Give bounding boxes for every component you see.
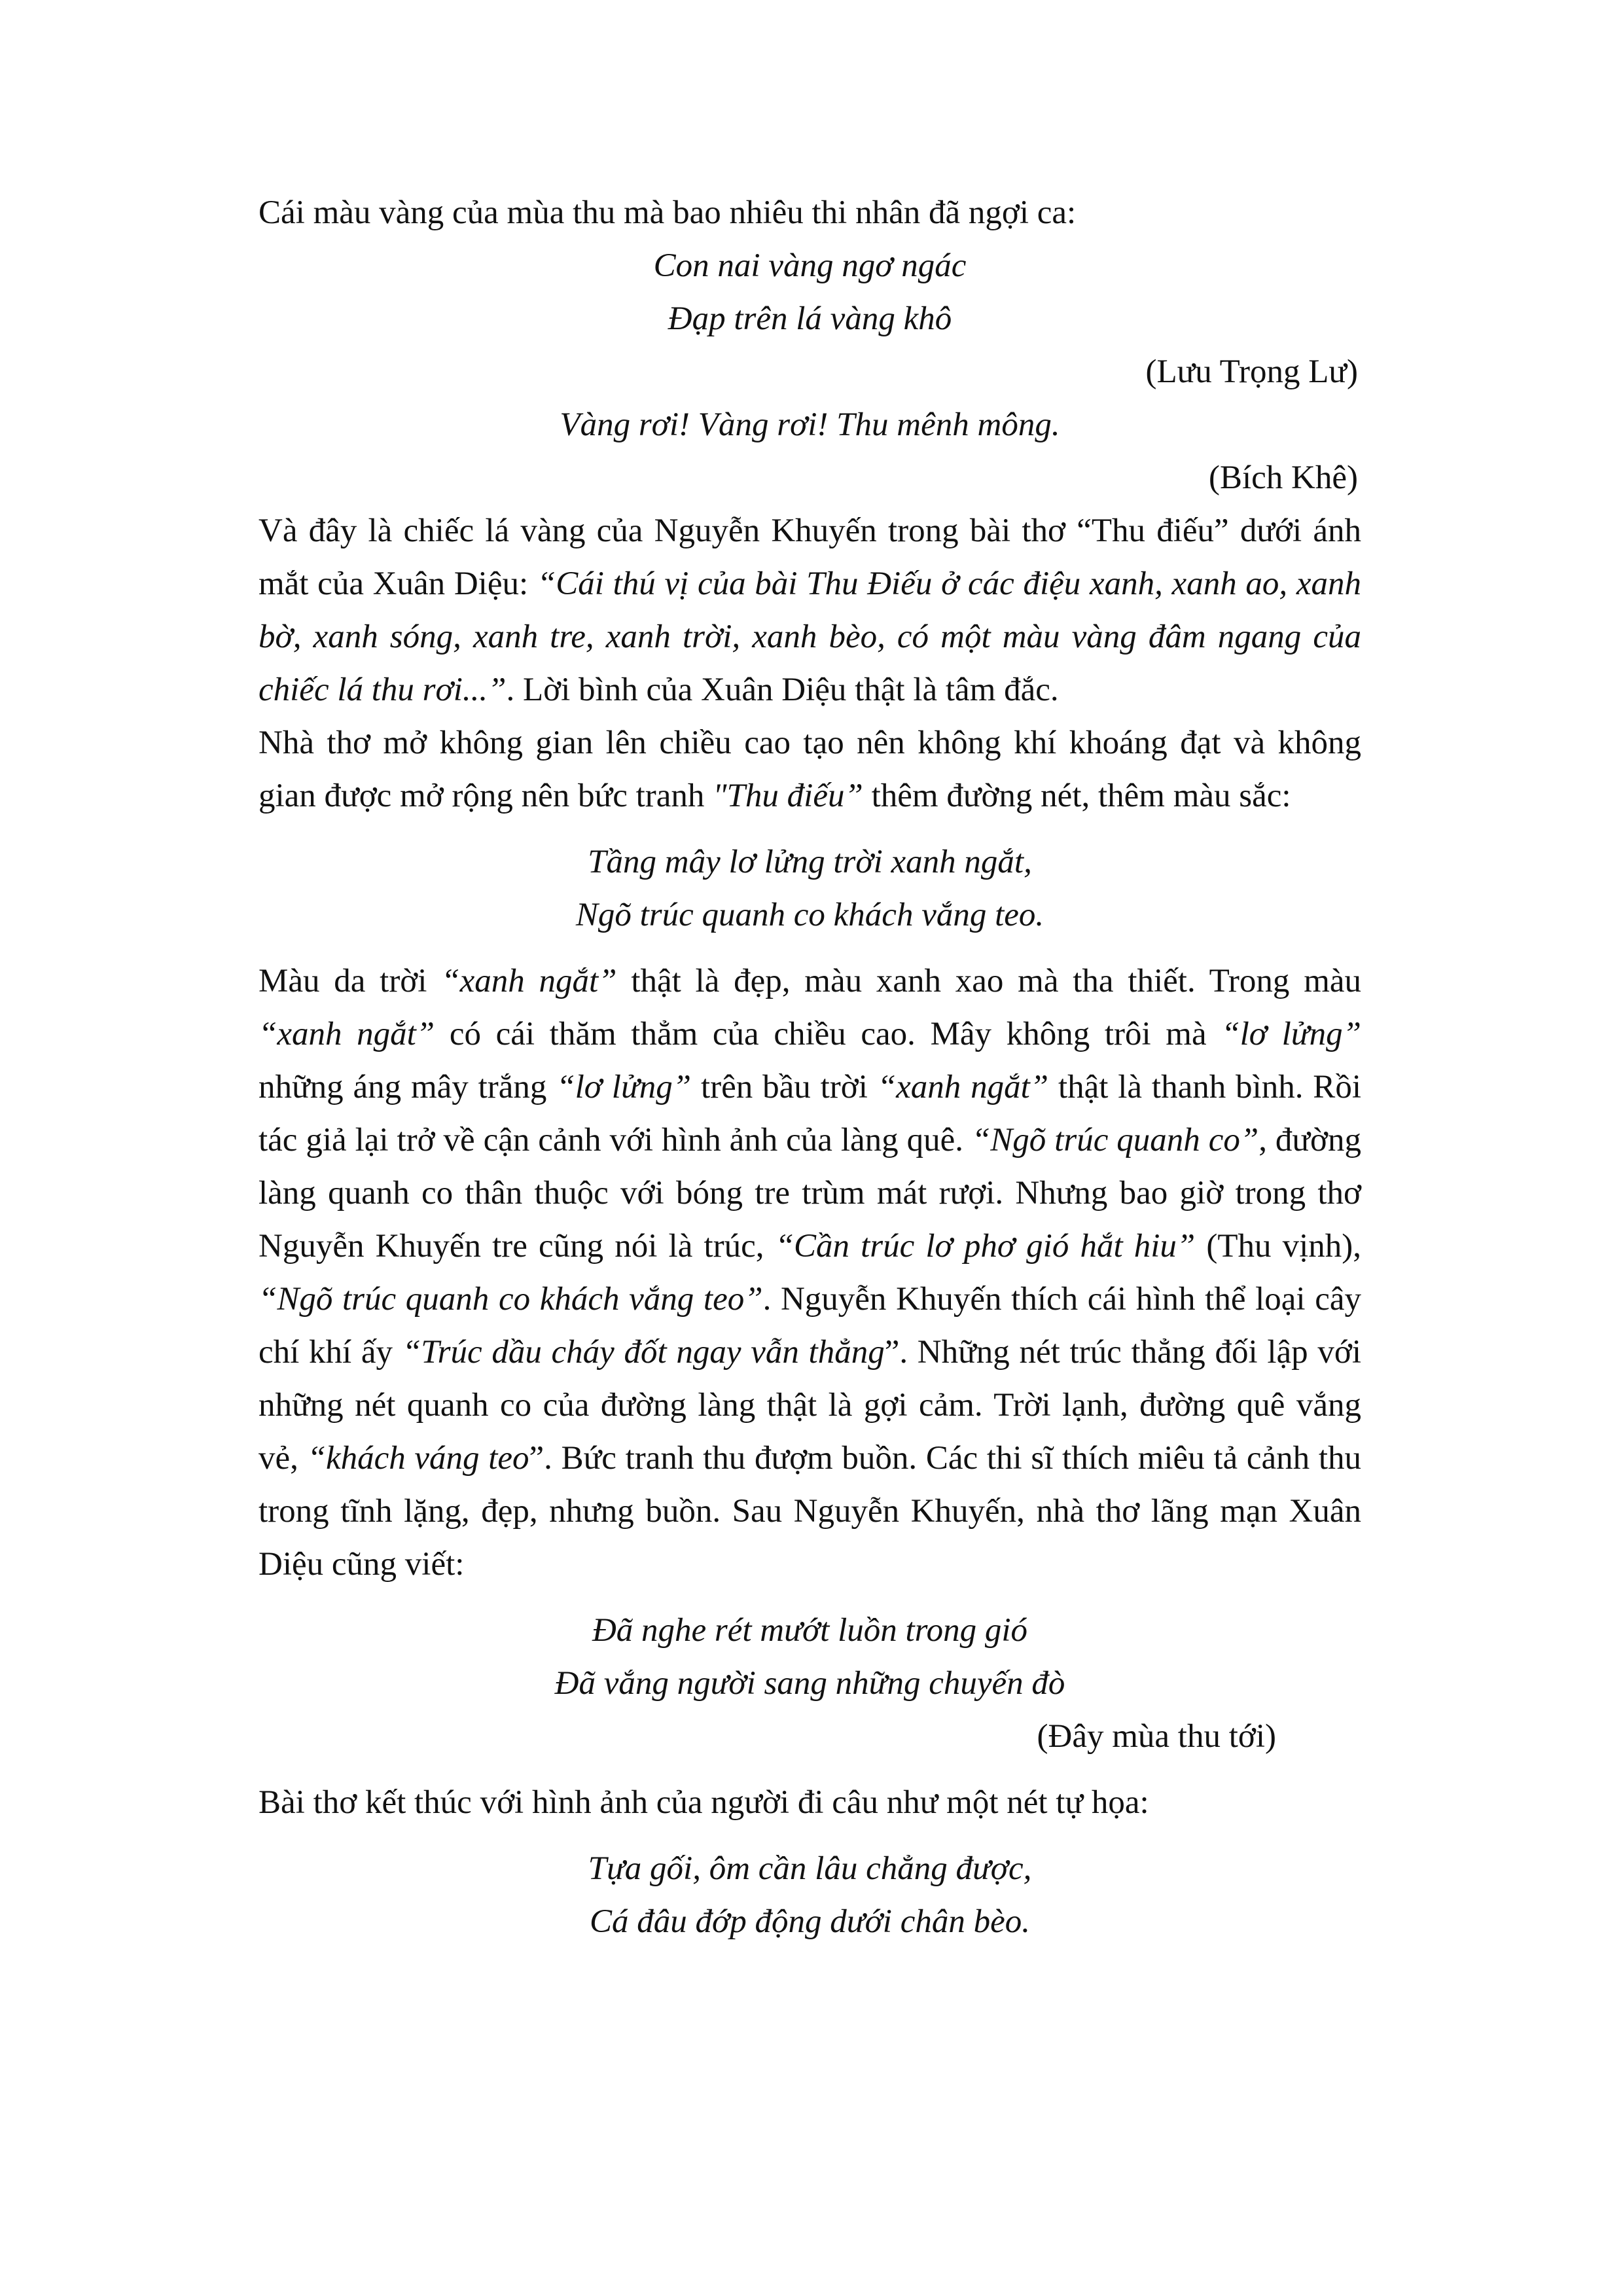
quote-run: “Ngõ trúc quanh co” xyxy=(971,1122,1259,1158)
body-paragraph xyxy=(259,717,1361,823)
quote-run: “Trúc dầu cháy đốt ngay vẫn thẳng xyxy=(402,1334,885,1371)
body-paragraph xyxy=(259,955,1361,1591)
text-run: có cái thăm thẳm của chiều cao. Mây không trôi mà xyxy=(435,1016,1222,1052)
text-run: thật là đẹp, màu xanh xao mà tha thiết. Trong màu xyxy=(616,963,1361,999)
intro-paragraph: Cái màu vàng của mùa thu mà bao nhiêu thi nhân đã ngợi ca: xyxy=(259,194,1077,231)
quote-run: “xanh ngắt” xyxy=(877,1069,1049,1105)
quote-run: “Cần trúc lơ phơ gió hắt hiu” xyxy=(775,1228,1196,1265)
quote-run: “xanh ngắt” xyxy=(441,963,617,999)
verse-line: Đã vắng người sang những chuyến đò xyxy=(554,1665,1065,1702)
text-run: , đường làng quanh co thân thuộc với bóng tre trùm mát rượi. Nhưng bao giờ trong thơ Nguyễn Khuyến tre cũng nói là trúc, xyxy=(259,1122,1361,1265)
spacer xyxy=(259,1591,1361,1604)
text-run: (Thu vịnh), xyxy=(1195,1228,1361,1265)
citation: (Bích Khê) xyxy=(1208,459,1358,496)
verse-line: Con nai vàng ngơ ngác xyxy=(653,247,967,284)
text-run: ”. Những nét trúc thẳng đối lập với những nét quanh co của đường làng thật là gợi cảm. Trời lạnh, đường quê vắng vẻ, xyxy=(259,1334,1361,1477)
text-run: . Lời bình của Xuân Diệu thật là tâm đắc. xyxy=(506,672,1059,708)
verse-line: Cá đâu đớp động dưới chân bèo. xyxy=(590,1903,1030,1940)
text-run: thật là thanh bình. Rồi tác giả lại trở về cận cảnh với hình ảnh của làng quê. xyxy=(259,1069,1361,1158)
body-paragraph xyxy=(259,505,1361,717)
quote-run: “xanh ngắt” xyxy=(259,1016,435,1052)
text-run: những áng mây trắng xyxy=(259,1069,557,1105)
text-run: Và đây là chiếc lá vàng của Nguyễn Khuyến trong bài thơ “Thu điếu” dưới ánh mắt của Xuân Diệu: xyxy=(259,512,1361,602)
verse-line: Đã nghe rét mướt luồn trong gió xyxy=(592,1612,1028,1649)
quote-run: “Cái thú vị của bài Thu Điếu ở các điệu xanh, xanh ao, xanh bờ, xanh sóng, xanh tre, xanh trời, xanh bèo, có một màu vàng đâm ngang của chiếc lá thu rơi...” xyxy=(259,565,1361,708)
text-run: Màu da trời xyxy=(259,963,442,999)
quote-run: “Ngõ trúc quanh co khách vắng teo” xyxy=(259,1281,763,1318)
text-run: thêm đường nét, thêm màu sắc: xyxy=(863,778,1291,814)
quote-run: “khách váng teo xyxy=(307,1440,529,1477)
quote-run: “lơ lửng” xyxy=(556,1069,692,1105)
body-paragraph: Bài thơ kết thúc với hình ảnh của người đi câu như một nét tự họa: xyxy=(259,1784,1149,1821)
spacer xyxy=(259,1763,1361,1776)
quote-run: “lơ lửng” xyxy=(1221,1016,1361,1052)
text-run: trên bầu trời xyxy=(691,1069,878,1105)
verse-line: Đạp trên lá vàng khô xyxy=(668,300,952,337)
text-run: Nhà thơ mở không gian lên chiều cao tạo nên không khí khoáng đạt và không gian được mở rộng nên bức tranh xyxy=(259,725,1361,814)
citation: (Lưu Trọng Lư) xyxy=(1145,353,1358,390)
spacer xyxy=(259,1829,1361,1842)
verse-line: Tầng mây lơ lửng trời xanh ngắt, xyxy=(588,844,1032,880)
verse-line: Tựa gối, ôm cần lâu chẳng được, xyxy=(588,1850,1032,1887)
text-run: . Nguyễn Khuyến thích cái hình thể loại cây chí khí ấy xyxy=(259,1281,1361,1371)
verse-line: Vàng rơi! Vàng rơi! Thu mênh mông. xyxy=(560,406,1060,443)
verse-line: Ngõ trúc quanh co khách vắng teo. xyxy=(575,897,1044,933)
quote-run: "Thu điếu” xyxy=(713,778,863,814)
spacer xyxy=(259,942,1361,955)
text-run: ”. Bức tranh thu đượm buồn. Các thi sĩ thích miêu tả cảnh thu trong tĩnh lặng, đẹp, nhưng buồn. Sau Nguyễn Khuyến, nhà thơ lãng mạn Xuân Diệu cũng viết: xyxy=(259,1440,1362,1583)
citation: (Đây mùa thu tới) xyxy=(1037,1718,1276,1755)
spacer xyxy=(259,823,1361,836)
document-page xyxy=(259,187,1361,1948)
